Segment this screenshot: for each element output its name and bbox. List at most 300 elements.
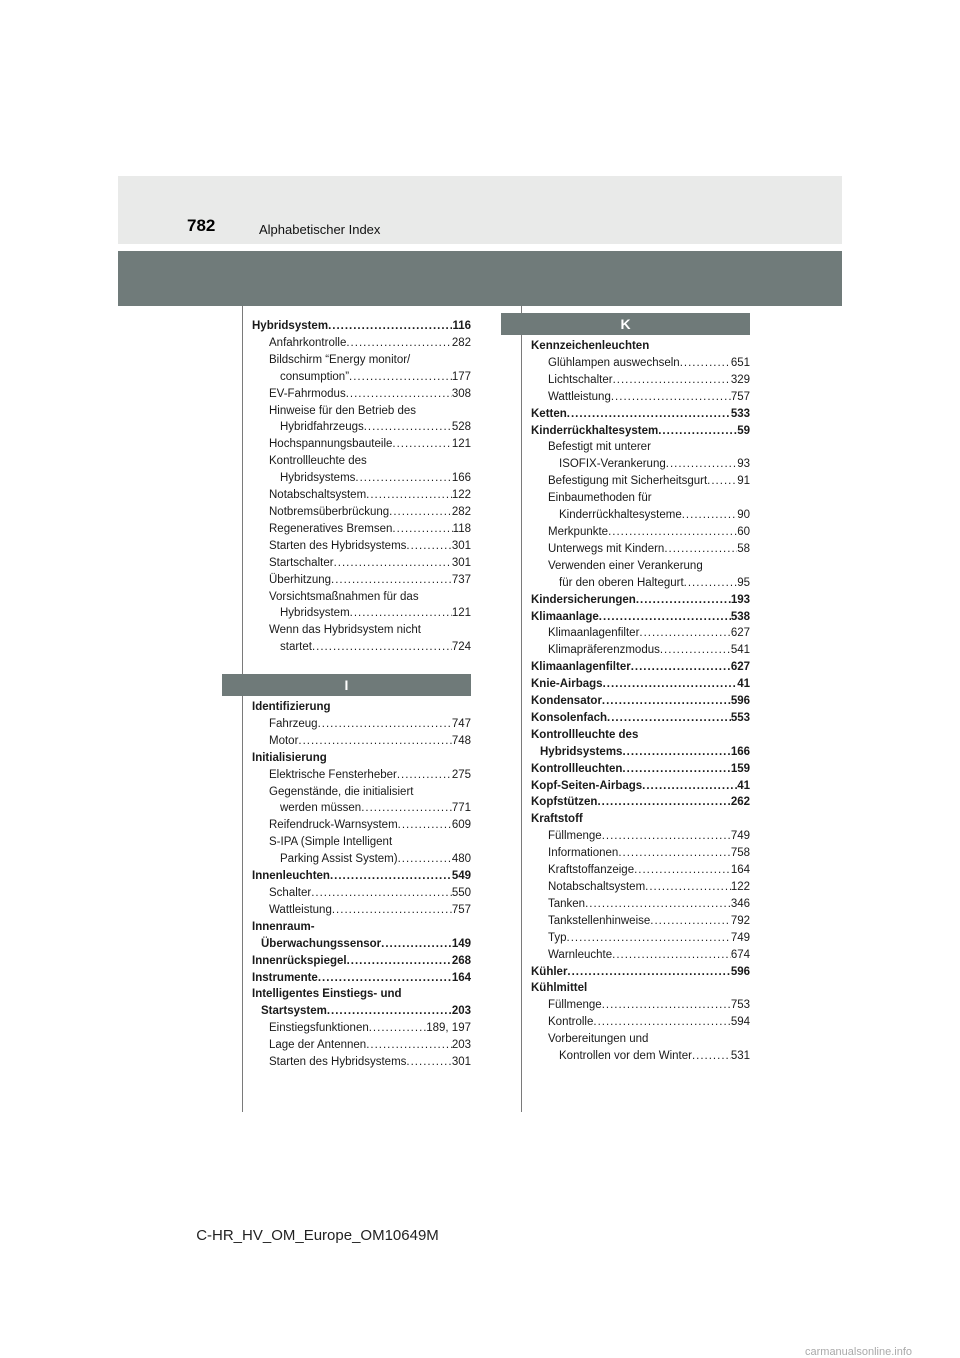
dot-leader bbox=[327, 1003, 452, 1020]
page-reference: 275 bbox=[451, 768, 471, 781]
page-reference: 308 bbox=[451, 387, 471, 400]
dot-leader bbox=[611, 389, 731, 406]
page-reference: 757 bbox=[730, 390, 750, 403]
index-entry bbox=[531, 744, 750, 761]
index-term: Kontrollen vor dem Winter bbox=[559, 1050, 692, 1063]
page-reference: 301 bbox=[451, 1056, 471, 1069]
page-reference: 596 bbox=[730, 965, 750, 978]
index-heading bbox=[531, 439, 750, 456]
index-term: Wenn das Hybridsystem nicht bbox=[269, 624, 421, 637]
page-reference: 758 bbox=[730, 847, 750, 860]
index-term: Kühlmittel bbox=[531, 982, 588, 995]
index-term: Tanken bbox=[548, 897, 586, 910]
index-heading bbox=[252, 403, 471, 420]
index-heading bbox=[252, 750, 471, 767]
dot-leader bbox=[334, 555, 452, 572]
page-reference: 553 bbox=[730, 711, 750, 724]
index-term: Überhitzung bbox=[269, 573, 332, 586]
index-entry bbox=[252, 369, 471, 386]
index-term: Kindersicherungen bbox=[531, 593, 636, 606]
index-term: Vorbereitungen und bbox=[548, 1033, 649, 1046]
index-entry bbox=[531, 778, 750, 795]
page-reference: 90 bbox=[737, 509, 750, 522]
index-entry bbox=[531, 406, 750, 423]
index-entry bbox=[531, 828, 750, 845]
index-term: Startschalter bbox=[269, 556, 334, 569]
dot-leader bbox=[636, 592, 731, 609]
index-entry bbox=[531, 423, 750, 440]
page-reference: 282 bbox=[451, 336, 471, 349]
page-reference: 753 bbox=[730, 999, 750, 1012]
index-term: Informationen bbox=[548, 847, 619, 860]
page-reference: 268 bbox=[451, 954, 471, 967]
index-entry bbox=[531, 642, 750, 659]
letter-heading-i: I bbox=[222, 674, 471, 696]
index-term: Gegenstände, die initialisiert bbox=[269, 785, 414, 798]
left-column-rule bbox=[242, 306, 243, 1112]
dot-leader bbox=[631, 659, 731, 676]
index-entry bbox=[252, 885, 471, 902]
section-title: Alphabetischer Index bbox=[259, 222, 381, 237]
left-column bbox=[252, 318, 471, 656]
dot-leader bbox=[355, 470, 451, 487]
dot-leader bbox=[366, 487, 452, 504]
index-entry bbox=[531, 845, 750, 862]
dot-leader bbox=[682, 507, 737, 524]
dot-leader bbox=[398, 851, 452, 868]
page-reference: 166 bbox=[730, 745, 750, 758]
dot-leader bbox=[318, 970, 452, 987]
index-entry bbox=[252, 487, 471, 504]
page-reference: 91 bbox=[737, 475, 750, 488]
index-entry bbox=[531, 676, 750, 693]
index-entry bbox=[531, 473, 750, 490]
index-term: Innenraum- bbox=[252, 920, 315, 933]
index-term: Lage der Antennen bbox=[269, 1039, 367, 1052]
dot-leader bbox=[346, 335, 451, 352]
page-reference: 531 bbox=[730, 1050, 750, 1063]
page-reference: 757 bbox=[451, 903, 471, 916]
index-term: Innenrückspiegel bbox=[252, 954, 347, 967]
dot-leader bbox=[332, 902, 452, 919]
page-reference: 122 bbox=[451, 489, 471, 502]
page-reference: 749 bbox=[730, 830, 750, 843]
dot-leader bbox=[346, 386, 452, 403]
index-term: Einstiegsfunktionen bbox=[269, 1022, 369, 1035]
page-reference: 41 bbox=[737, 779, 750, 792]
page-reference: 737 bbox=[451, 573, 471, 586]
dot-leader bbox=[392, 436, 451, 453]
dot-leader bbox=[599, 609, 731, 626]
page-reference: 301 bbox=[451, 556, 471, 569]
page-reference: 549 bbox=[451, 870, 471, 883]
dot-leader bbox=[602, 693, 731, 710]
index-term: Klimaanlagenfilter bbox=[531, 661, 631, 674]
index-entry bbox=[531, 862, 750, 879]
header-dark-band bbox=[118, 251, 842, 306]
index-entry bbox=[252, 318, 471, 335]
index-term: Ketten bbox=[531, 407, 567, 420]
index-entry bbox=[531, 1048, 750, 1065]
dot-leader bbox=[707, 473, 737, 490]
index-term: Knie-Airbags bbox=[531, 678, 603, 691]
index-term: Kontrollleuchte des bbox=[269, 455, 367, 468]
index-term: Kontrollleuchten bbox=[531, 762, 623, 775]
index-term: Befestigt mit unterer bbox=[548, 441, 651, 454]
index-entry bbox=[531, 659, 750, 676]
index-term: Notbremsüberbrückung bbox=[269, 505, 390, 518]
index-term: Bildschirm “Energy monitor/ bbox=[269, 353, 411, 366]
page-reference: 121 bbox=[451, 438, 471, 451]
page-reference: 627 bbox=[730, 661, 750, 674]
dot-leader bbox=[381, 936, 452, 953]
index-term: Kontrollleuchte des bbox=[531, 728, 639, 741]
index-heading bbox=[531, 1031, 750, 1048]
index-term: Verwenden einer Verankerung bbox=[548, 559, 703, 572]
index-entry bbox=[252, 386, 471, 403]
page-reference: 651 bbox=[730, 356, 750, 369]
index-term: Konsolenfach bbox=[531, 711, 608, 724]
index-term: Kraftstoff bbox=[531, 813, 583, 826]
index-term: Notabschaltsystem bbox=[269, 489, 367, 502]
page-reference: 203 bbox=[451, 1005, 471, 1018]
dot-leader bbox=[645, 879, 731, 896]
dot-leader bbox=[622, 744, 730, 761]
page-reference: 596 bbox=[730, 695, 750, 708]
dot-leader bbox=[369, 1020, 427, 1037]
index-entry bbox=[252, 436, 471, 453]
index-term: Starten des Hybridsystems bbox=[269, 1056, 407, 1069]
index-entry bbox=[252, 521, 471, 538]
index-entry bbox=[252, 1037, 471, 1054]
dot-leader bbox=[311, 885, 452, 902]
left-letter-section bbox=[222, 674, 471, 696]
dot-leader bbox=[585, 896, 731, 913]
index-term: Reifendruck-Warnsystem bbox=[269, 819, 398, 832]
index-entry bbox=[252, 817, 471, 834]
index-heading bbox=[252, 834, 471, 851]
dot-leader bbox=[642, 778, 737, 795]
page-reference: 149 bbox=[451, 937, 471, 950]
index-entry bbox=[252, 572, 471, 589]
page-reference: 41 bbox=[737, 678, 750, 691]
index-term: Unterwegs mit Kindern bbox=[548, 542, 665, 555]
index-term: Überwachungssensor bbox=[261, 937, 382, 950]
index-entry bbox=[531, 710, 750, 727]
page-reference: 177 bbox=[451, 370, 471, 383]
index-term: ISOFIX-Verankerung bbox=[559, 458, 666, 471]
index-entry bbox=[252, 953, 471, 970]
dot-leader bbox=[406, 1054, 451, 1071]
index-term: EV-Fahrmodus bbox=[269, 387, 346, 400]
page-reference: 609 bbox=[451, 819, 471, 832]
index-term: für den oberen Haltegurt bbox=[559, 576, 684, 589]
page-reference: 329 bbox=[730, 373, 750, 386]
dot-leader bbox=[607, 710, 731, 727]
index-term: Anfahrkontrolle bbox=[269, 336, 347, 349]
dot-leader bbox=[567, 930, 731, 947]
index-entry bbox=[531, 913, 750, 930]
page-reference: 164 bbox=[451, 971, 471, 984]
index-entry bbox=[531, 896, 750, 913]
index-term: Notabschaltsystem bbox=[548, 881, 646, 893]
index-entry bbox=[531, 930, 750, 947]
index-term: consumption” bbox=[280, 370, 350, 383]
index-entry bbox=[252, 504, 471, 521]
page-reference: 480 bbox=[451, 853, 471, 866]
document-footer: C-HR_HV_OM_Europe_OM10649M bbox=[196, 1227, 439, 1244]
dot-leader bbox=[330, 868, 452, 885]
index-heading bbox=[531, 558, 750, 575]
index-term: Klimaanlage bbox=[531, 610, 599, 623]
index-term: Wattleistung bbox=[548, 390, 611, 403]
index-entry bbox=[531, 625, 750, 642]
page-reference: 60 bbox=[737, 525, 750, 538]
dot-leader bbox=[608, 524, 737, 541]
index-term: Intelligentes Einstiegs- und bbox=[252, 988, 402, 1001]
index-heading bbox=[531, 811, 750, 828]
dot-leader bbox=[618, 845, 730, 862]
index-entry bbox=[252, 639, 471, 656]
page-reference: 724 bbox=[451, 641, 471, 654]
index-heading bbox=[252, 784, 471, 801]
index-term: Motor bbox=[269, 734, 299, 747]
index-term: Starten des Hybridsystems bbox=[269, 539, 407, 552]
page-reference: 95 bbox=[737, 576, 750, 589]
dot-leader bbox=[331, 572, 452, 589]
index-entry bbox=[531, 372, 750, 389]
index-entry bbox=[252, 605, 471, 622]
page-reference: 346 bbox=[730, 897, 750, 910]
dot-leader bbox=[312, 639, 452, 656]
index-term: Kopf-Seiten-Airbags bbox=[531, 779, 643, 792]
right-column-rule bbox=[521, 306, 522, 1112]
index-term: Klimaanlagenfilter bbox=[548, 627, 640, 640]
index-entry bbox=[531, 609, 750, 626]
page-reference: 122 bbox=[730, 881, 750, 893]
dot-leader bbox=[660, 642, 731, 659]
index-entry bbox=[252, 733, 471, 750]
index-entry bbox=[252, 800, 471, 817]
index-term: Instrumente bbox=[252, 971, 318, 984]
dot-leader bbox=[389, 504, 452, 521]
dot-leader bbox=[664, 541, 737, 558]
page-reference: 93 bbox=[737, 458, 750, 471]
index-entry bbox=[252, 851, 471, 868]
dot-leader bbox=[603, 676, 738, 693]
index-entry bbox=[531, 507, 750, 524]
index-entry bbox=[252, 902, 471, 919]
dot-leader bbox=[567, 964, 730, 981]
page-reference: 193 bbox=[730, 593, 750, 606]
page-reference: 594 bbox=[730, 1016, 750, 1029]
index-term: Fahrzeug bbox=[269, 717, 318, 730]
index-entry bbox=[252, 1003, 471, 1020]
page-reference: 262 bbox=[730, 796, 750, 809]
dot-leader bbox=[328, 318, 452, 335]
index-term: Füllmenge bbox=[548, 830, 602, 843]
index-heading bbox=[252, 589, 471, 606]
page-number: 782 bbox=[187, 216, 216, 235]
index-entry bbox=[252, 419, 471, 436]
index-entry bbox=[531, 997, 750, 1014]
index-heading bbox=[252, 699, 471, 716]
dot-leader bbox=[684, 575, 738, 592]
page-reference: 749 bbox=[730, 931, 750, 944]
dot-leader bbox=[597, 794, 730, 811]
index-term: Parking Assist System) bbox=[280, 853, 398, 866]
index-entry bbox=[252, 868, 471, 885]
page-reference: 58 bbox=[737, 542, 750, 555]
index-entry bbox=[531, 592, 750, 609]
index-term: Einbaumethoden für bbox=[548, 492, 652, 505]
index-heading bbox=[252, 986, 471, 1003]
dot-leader bbox=[612, 947, 731, 964]
index-entry bbox=[531, 794, 750, 811]
dot-leader bbox=[347, 953, 452, 970]
header-band bbox=[118, 176, 842, 244]
index-entry bbox=[252, 538, 471, 555]
left-column-section-i bbox=[252, 699, 471, 1071]
page-reference: 282 bbox=[451, 505, 471, 518]
page-reference: 203 bbox=[451, 1039, 471, 1052]
index-term: Startsystem bbox=[261, 1005, 327, 1018]
index-term: Kraftstoffanzeige bbox=[548, 864, 635, 877]
letter-heading-k: K bbox=[501, 313, 750, 335]
dot-leader bbox=[398, 817, 452, 834]
index-term: Regeneratives Bremsen bbox=[269, 522, 393, 535]
index-entry bbox=[531, 879, 750, 896]
dot-leader bbox=[602, 997, 731, 1014]
index-entry bbox=[252, 555, 471, 572]
page-reference: 121 bbox=[451, 607, 471, 620]
index-heading bbox=[531, 490, 750, 507]
index-term: startet bbox=[280, 641, 312, 654]
watermark: carmanualsonline.info bbox=[805, 1346, 913, 1358]
page-reference: 792 bbox=[730, 914, 750, 927]
page-reference: 118 bbox=[452, 522, 471, 535]
index-heading bbox=[252, 622, 471, 639]
index-term: Vorsichtsmaßnahmen für das bbox=[269, 590, 419, 603]
index-entry bbox=[531, 541, 750, 558]
index-term: Füllmenge bbox=[548, 999, 602, 1012]
page-reference: 550 bbox=[451, 886, 471, 899]
index-term: Hybridsystem bbox=[280, 607, 350, 620]
index-entry bbox=[531, 524, 750, 541]
index-term: Hybridfahrzeugs bbox=[280, 421, 364, 434]
dot-leader bbox=[680, 355, 731, 372]
index-term: Klimapräferenzmodus bbox=[548, 644, 660, 657]
page-reference: 627 bbox=[730, 627, 750, 640]
dot-leader bbox=[622, 761, 730, 778]
index-entry bbox=[531, 355, 750, 372]
index-term: Hybridsystems bbox=[280, 472, 356, 485]
page-reference: 533 bbox=[730, 407, 750, 420]
index-term: Hybridsystem bbox=[252, 320, 329, 332]
page-reference: 528 bbox=[451, 421, 471, 434]
index-heading bbox=[531, 980, 750, 997]
index-term: Kontrolle bbox=[548, 1016, 594, 1029]
dot-leader bbox=[650, 913, 731, 930]
index-term: Initialisierung bbox=[252, 751, 327, 764]
index-heading bbox=[531, 727, 750, 744]
index-entry bbox=[252, 716, 471, 733]
dot-leader bbox=[350, 605, 452, 622]
dot-leader bbox=[392, 521, 452, 538]
page-reference: 541 bbox=[730, 644, 750, 657]
page-reference: 59 bbox=[737, 424, 750, 437]
dot-leader bbox=[634, 862, 731, 879]
index-term: Schalter bbox=[269, 886, 312, 899]
dot-leader bbox=[602, 828, 731, 845]
index-entry bbox=[252, 470, 471, 487]
index-term: Hybridsystems bbox=[540, 745, 623, 758]
index-term: Kennzeichenleuchten bbox=[531, 340, 650, 352]
index-entry bbox=[252, 936, 471, 953]
index-term: S-IPA (Simple Intelligent bbox=[269, 836, 393, 849]
index-term: werden müssen bbox=[280, 802, 362, 815]
page-reference: 116 bbox=[452, 320, 471, 332]
dot-leader bbox=[567, 406, 731, 423]
index-entry bbox=[252, 970, 471, 987]
index-entry bbox=[252, 1020, 471, 1037]
dot-leader bbox=[298, 733, 451, 750]
dot-leader bbox=[666, 456, 737, 473]
dot-leader bbox=[658, 423, 737, 440]
index-term: Kondensator bbox=[531, 695, 602, 708]
index-entry bbox=[252, 1054, 471, 1071]
dot-leader bbox=[406, 538, 451, 555]
index-term: Innenleuchten bbox=[252, 870, 330, 883]
right-letter-section bbox=[501, 313, 750, 335]
index-term: Wattleistung bbox=[269, 903, 332, 916]
dot-leader bbox=[639, 625, 730, 642]
index-entry bbox=[252, 767, 471, 784]
page-reference: 674 bbox=[730, 948, 750, 961]
index-entry bbox=[531, 947, 750, 964]
index-term: Tankstellenhinweise bbox=[548, 914, 651, 927]
page-reference: 301 bbox=[451, 539, 471, 552]
index-term: Kinderrückhaltesystem bbox=[531, 424, 659, 437]
index-term: Hinweise für den Betrieb des bbox=[269, 404, 417, 417]
index-entry bbox=[531, 575, 750, 592]
index-term: Kühler bbox=[531, 965, 568, 978]
index-entry bbox=[531, 389, 750, 406]
dot-leader bbox=[366, 1037, 452, 1054]
dot-leader bbox=[593, 1014, 730, 1031]
index-entry bbox=[531, 1014, 750, 1031]
index-entry bbox=[531, 964, 750, 981]
index-entry bbox=[531, 761, 750, 778]
page-reference: 538 bbox=[730, 610, 750, 623]
page-reference: 189, 197 bbox=[426, 1022, 471, 1035]
index-term: Kinderrückhaltesysteme bbox=[559, 509, 682, 522]
dot-leader bbox=[318, 716, 452, 733]
page-reference: 747 bbox=[451, 717, 471, 730]
index-term: Hochspannungsbauteile bbox=[269, 438, 393, 451]
index-entry bbox=[531, 693, 750, 710]
index-term: Typ bbox=[548, 931, 567, 944]
page-reference: 771 bbox=[451, 802, 471, 815]
dot-leader bbox=[397, 767, 452, 784]
dot-leader bbox=[692, 1048, 731, 1065]
index-term: Warnleuchte bbox=[548, 948, 613, 961]
index-term: Glühlampen auswechseln bbox=[548, 356, 680, 369]
index-term: Elektrische Fensterheber bbox=[269, 768, 397, 781]
index-heading bbox=[252, 453, 471, 470]
page-reference: 159 bbox=[730, 762, 750, 775]
page-reference: 164 bbox=[730, 864, 750, 877]
